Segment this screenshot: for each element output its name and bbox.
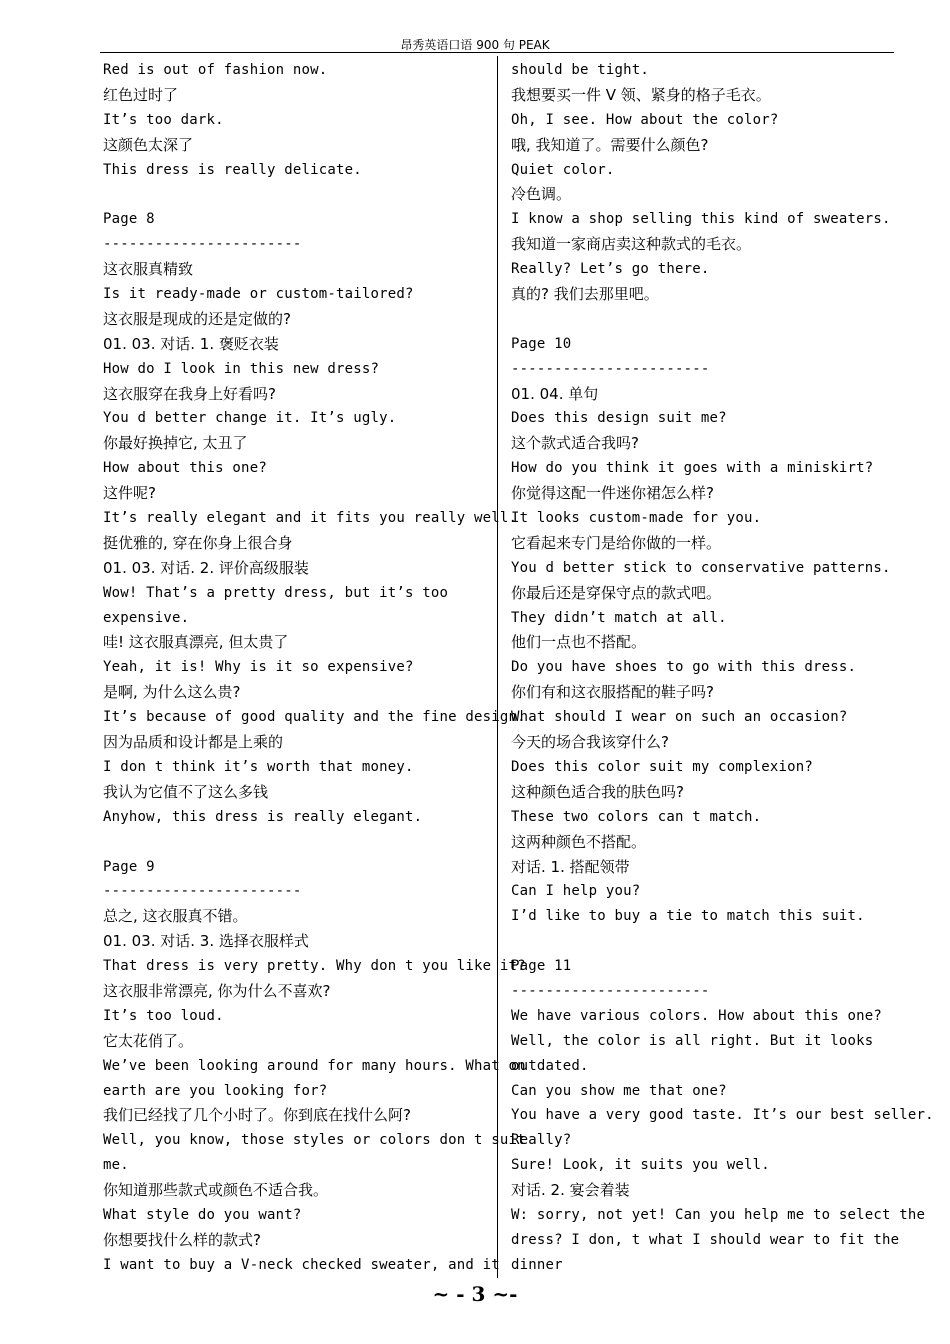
text-line: That dress is very pretty. Why don t you like it? — [103, 958, 526, 975]
text-line: Does this color suit my complexion? — [511, 758, 814, 775]
text-line: Does this design suit me? — [511, 410, 727, 427]
text-line: We have various colors. How about this one? — [511, 1007, 883, 1024]
text-line: 01. 03. 对话. 2. 评价高级服装 — [103, 558, 309, 577]
text-line: 我们已经找了几个小时了。你到底在找什么阿? — [103, 1106, 411, 1125]
text-line: Can you show me that one? — [511, 1082, 727, 1099]
text-line: 总之, 这衣服真不错。 — [103, 907, 248, 926]
text-line: 这衣服真精致 — [103, 260, 194, 279]
text-line: They didn’t match at all. — [511, 609, 727, 626]
text-line: ----------------------- — [103, 883, 302, 900]
text-line: Really? Let’s go there. — [511, 261, 710, 278]
text-line: It’s too loud. — [103, 1007, 224, 1024]
text-line: me. — [103, 1157, 129, 1174]
text-line: I’d like to buy a tie to match this suit. — [511, 908, 865, 925]
page-number: ~ - 3 ~- — [432, 1282, 518, 1306]
blank-line — [103, 830, 495, 855]
text-line: 这个款式适合我吗? — [511, 434, 639, 453]
text-line: 01. 04. 单句 — [511, 384, 599, 403]
text-line: Is it ready-made or custom-tailored? — [103, 286, 414, 303]
text-line: Anyhow, this dress is really elegant. — [103, 808, 423, 825]
text-line: 你们有和这衣服搭配的鞋子吗? — [511, 683, 714, 702]
text-line: 它太花俏了。 — [103, 1031, 194, 1050]
text-line: Do you have shoes to go with this dress. — [511, 659, 857, 676]
text-line: Wow! That’s a pretty dress, but it’s too — [103, 584, 449, 601]
text-line: These two colors can t match. — [511, 808, 762, 825]
text-line: We’ve been looking around for many hours. What on — [103, 1057, 526, 1074]
text-line: How do you think it goes with a miniskirt? — [511, 460, 874, 477]
text-line: outdated. — [511, 1057, 589, 1074]
text-line: 我认为它值不了这么多钱 — [103, 782, 269, 801]
text-line: You have a very good taste. It’s our best seller. — [511, 1107, 934, 1124]
text-line: 我想要买一件 V 领、紧身的格子毛衣。 — [511, 85, 771, 104]
text-line: expensive. — [103, 609, 190, 626]
text-line: I want to buy a V-neck checked sweater, and it — [103, 1256, 500, 1273]
header-rule — [100, 52, 894, 53]
text-line: 哇! 这衣服真漂亮, 但太贵了 — [103, 633, 289, 652]
text-line: Red is out of fashion now. — [103, 62, 328, 78]
text-line: dinner — [511, 1256, 563, 1273]
text-line: How do I look in this new dress? — [103, 360, 380, 377]
text-line: Really? — [511, 1132, 572, 1149]
text-line: You d better stick to conservative patterns. — [511, 559, 891, 576]
text-line: 这件呢? — [103, 484, 156, 503]
text-line: dress? I don, t what I should wear to fit the — [511, 1231, 900, 1248]
text-line: 你最好换掉它, 太丑了 — [103, 434, 248, 453]
text-line: It’s really elegant and it fits you really well. — [103, 510, 518, 527]
text-line: Sure! Look, it suits you well. — [511, 1157, 770, 1174]
text-line: Page 11 — [511, 958, 572, 975]
text-line: 这衣服穿在我身上好看吗? — [103, 384, 276, 403]
text-line: What style do you want? — [103, 1206, 302, 1223]
text-line: 是啊, 为什么这么贵? — [103, 683, 241, 702]
text-line: Can I help you? — [511, 883, 641, 900]
text-line: 你最后还是穿保守点的款式吧。 — [511, 583, 722, 602]
text-line: ----------------------- — [103, 236, 302, 253]
text-line: 红色过时了 — [103, 85, 179, 104]
text-line: should be tight. — [511, 62, 650, 78]
text-line: Page 10 — [511, 335, 572, 352]
text-line: 这衣服是现成的还是定做的? — [103, 309, 291, 328]
text-line: earth are you looking for? — [103, 1082, 328, 1099]
text-line: 你想要找什么样的款式? — [103, 1230, 261, 1249]
text-line: 01. 03. 对话. 1. 褒贬衣装 — [103, 334, 279, 353]
blank-line — [511, 929, 901, 954]
text-line: I don t think it’s worth that money. — [103, 758, 414, 775]
text-line: Page 8 — [103, 211, 155, 228]
text-line: 它看起来专门是给你做的一样。 — [511, 533, 722, 552]
text-line: 我知道一家商店卖这种款式的毛衣。 — [511, 235, 752, 254]
text-line: 01. 03. 对话. 3. 选择衣服样式 — [103, 932, 309, 951]
text-line: 今天的场合我该穿什么? — [511, 733, 669, 752]
text-line: ----------------------- — [511, 360, 710, 377]
text-line: 这种颜色适合我的肤色吗? — [511, 782, 684, 801]
text-line: Oh, I see. How about the color? — [511, 111, 779, 128]
text-line: 你觉得这配一件迷你裙怎么样? — [511, 484, 714, 503]
text-line: Yeah, it is! Why is it so expensive? — [103, 659, 414, 676]
text-line: Quiet color. — [511, 161, 615, 178]
text-line: This dress is really delicate. — [103, 161, 362, 178]
text-line: Well, you know, those styles or colors don t suit — [103, 1132, 526, 1149]
text-line: 这颜色太深了 — [103, 135, 194, 154]
text-line: W: sorry, not yet! Can you help me to select the — [511, 1206, 926, 1223]
text-line: It looks custom-made for you. — [511, 510, 762, 527]
text-line: 真的? 我们去那里吧。 — [511, 285, 659, 304]
text-line: 挺优雅的, 穿在你身上很合身 — [103, 533, 293, 552]
text-line: 你知道那些款式或颜色不适合我。 — [103, 1181, 329, 1200]
column-divider — [497, 56, 498, 1278]
running-header: 昂秀英语口语 900 句 PEAK — [400, 38, 550, 52]
text-line: 哦, 我知道了。需要什么颜色? — [511, 135, 709, 154]
text-line: It’s because of good quality and the fine design. — [103, 709, 526, 726]
text-line: Page 9 — [103, 858, 155, 875]
text-line: 他们一点也不搭配。 — [511, 633, 647, 652]
text-line: It’s too dark. — [103, 111, 224, 128]
text-line: You d better change it. It’s ugly. — [103, 410, 397, 427]
left-column — [103, 58, 526, 1278]
text-line: How about this one? — [103, 460, 267, 477]
text-line: 对话. 2. 宴会着装 — [511, 1181, 630, 1200]
text-line: 冷色调。 — [511, 185, 572, 204]
text-line: Well, the color is all right. But it looks — [511, 1032, 874, 1049]
blank-line — [511, 307, 901, 332]
blank-line — [103, 182, 495, 207]
text-line: What should I wear on such an occasion? — [511, 709, 848, 726]
right-column — [511, 58, 934, 1278]
text-line: 这两种颜色不搭配。 — [511, 832, 647, 851]
text-line: ----------------------- — [511, 982, 710, 999]
text-line: 对话. 1. 搭配领带 — [511, 857, 630, 876]
text-line: I know a shop selling this kind of sweaters. — [511, 211, 891, 228]
text-line: 这衣服非常漂亮, 你为什么不喜欢? — [103, 981, 331, 1000]
text-line: 因为品质和设计都是上乘的 — [103, 733, 284, 752]
